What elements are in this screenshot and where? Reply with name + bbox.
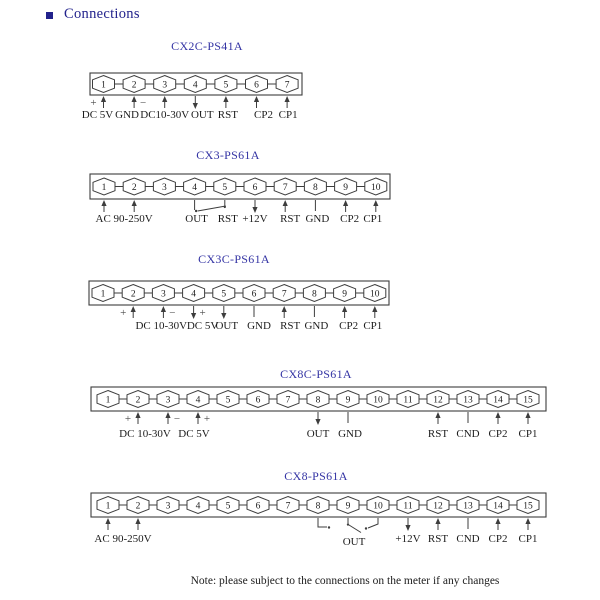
arrow-up-head-icon: [105, 518, 110, 524]
terminal-number: 10: [370, 289, 380, 300]
model-title-cx8c-ps61a: CX8C-PS61A: [280, 367, 352, 381]
terminal-number: 7: [285, 501, 291, 512]
section-diagram: [89, 281, 389, 332]
arrow-down-head-icon: [221, 313, 226, 319]
terminal-label: AC 90-250V: [94, 533, 152, 545]
arrow-up-head-icon: [132, 200, 137, 206]
terminal-number: 6: [255, 395, 261, 406]
terminal-number: 5: [223, 80, 229, 91]
terminal-number: 4: [195, 501, 201, 512]
terminal-label: RST: [427, 533, 449, 545]
terminal-number: 10: [371, 182, 381, 193]
terminal-number: 15: [523, 395, 533, 406]
terminal-label: CND: [456, 533, 480, 545]
relay-nc-contact: [328, 526, 330, 528]
relay-contact-symbol: [195, 210, 197, 212]
polarity-sign: −: [139, 97, 147, 109]
terminal-number: 14: [493, 501, 503, 512]
arrow-up-head-icon: [285, 96, 290, 102]
terminal-number: 13: [463, 395, 473, 406]
terminal-number: 15: [523, 501, 533, 512]
terminal-number: 1: [105, 395, 111, 406]
relay-no-contact: [368, 518, 378, 528]
terminal-label: +12V: [242, 213, 268, 225]
terminal-label: CP1: [363, 213, 383, 225]
relay-no-contact: [365, 527, 367, 529]
terminal-number: 6: [255, 501, 261, 512]
terminal-number: 6: [254, 80, 259, 91]
terminal-number: 7: [285, 395, 291, 406]
terminal-number: 3: [165, 395, 171, 406]
terminal-number: 14: [493, 395, 503, 406]
terminal-number: 4: [191, 289, 196, 300]
arrow-up-head-icon: [525, 412, 530, 418]
arrow-up-head-icon: [162, 96, 167, 102]
arrow-up-head-icon: [435, 412, 440, 418]
polarity-sign: +: [199, 307, 206, 319]
section-diagram: [91, 493, 546, 548]
terminal-label: CP1: [518, 533, 538, 545]
terminal-number: 10: [373, 501, 383, 512]
terminal-number: 4: [195, 395, 201, 406]
terminal-label: CP1: [278, 109, 298, 121]
model-title-cx2c-ps41a: CX2C-PS41A: [171, 39, 243, 53]
terminal-label: CP2: [254, 109, 273, 121]
arrow-down-head-icon: [405, 525, 410, 531]
polarity-sign: +: [203, 413, 211, 425]
terminal-number: 5: [221, 289, 227, 300]
terminal-number: 12: [433, 501, 443, 512]
terminal-label: OUT: [342, 536, 366, 548]
terminal-label: GND: [247, 320, 271, 332]
terminal-label: GND: [338, 428, 362, 440]
arrow-up-head-icon: [101, 96, 106, 102]
terminal-number: 2: [130, 289, 136, 300]
arrow-up-head-icon: [372, 306, 377, 312]
terminal-label: AC 90-250V: [95, 213, 153, 225]
terminal-number: 8: [313, 182, 318, 193]
terminal-number: 7: [284, 80, 290, 91]
arrow-down-head-icon: [315, 419, 320, 425]
terminal-number: 9: [345, 501, 351, 512]
terminal-label: CP1: [363, 320, 383, 332]
terminal-number: 9: [343, 182, 348, 193]
terminal-number: 5: [225, 395, 231, 406]
arrow-down-head-icon: [191, 313, 196, 319]
relay-nc-contact: [318, 518, 327, 527]
terminal-label: GND: [115, 109, 140, 121]
terminal-number: 9: [345, 395, 351, 406]
section-diagram: [82, 73, 302, 121]
arrow-up-head-icon: [373, 200, 378, 206]
terminal-label: CND: [456, 428, 480, 440]
polarity-sign: −: [173, 413, 181, 425]
terminal-label: OUT: [190, 109, 214, 121]
terminal-number: 4: [192, 80, 198, 91]
polarity-sign: +: [120, 307, 127, 319]
arrow-up-head-icon: [135, 518, 140, 524]
terminal-label: OUT: [306, 428, 330, 440]
section-diagram: [90, 174, 390, 225]
terminal-number: 1: [101, 80, 106, 91]
polarity-sign: −: [169, 307, 176, 319]
arrow-up-head-icon: [435, 518, 440, 524]
arrow-up-head-icon: [495, 518, 500, 524]
polarity-sign: +: [124, 413, 132, 425]
terminal-number: 4: [192, 182, 197, 193]
terminal-number: 1: [105, 501, 111, 512]
footer-note: Note: please subject to the connections on the meter if any changes: [190, 575, 500, 587]
arrow-up-head-icon: [223, 96, 228, 102]
polarity-sign: +: [90, 97, 97, 109]
terminal-label: CP1: [518, 428, 538, 440]
terminal-label: CP2: [340, 213, 360, 225]
arrow-up-head-icon: [495, 412, 500, 418]
section-diagram: [91, 387, 546, 440]
terminal-number: 6: [252, 182, 258, 193]
arrow-up-head-icon: [131, 306, 136, 312]
relay-contact-symbol: [224, 206, 226, 208]
terminal-number: 2: [131, 80, 137, 91]
terminal-label: +12V: [395, 533, 421, 545]
terminal-label: RST: [280, 213, 301, 225]
terminal-label: RST: [217, 213, 238, 225]
terminal-label: CP2: [339, 320, 359, 332]
terminal-label: GND: [305, 213, 330, 225]
arrow-up-head-icon: [343, 200, 348, 206]
terminal-number: 10: [373, 395, 383, 406]
arrow-up-head-icon: [161, 306, 166, 312]
arrow-up-head-icon: [342, 306, 347, 312]
arrow-up-head-icon: [525, 518, 530, 524]
terminal-number: 3: [165, 501, 171, 512]
terminal-number: 5: [222, 182, 228, 193]
arrow-up-head-icon: [132, 96, 137, 102]
section-header-label: Connections: [64, 6, 140, 22]
relay-blade: [349, 525, 361, 533]
arrow-up-head-icon: [165, 412, 170, 418]
terminal-number: 3: [161, 289, 166, 300]
terminal-label: DC 5V: [178, 428, 210, 440]
arrow-up-head-icon: [282, 306, 287, 312]
terminal-number: 11: [403, 501, 413, 512]
terminal-number: 7: [282, 182, 288, 193]
terminal-label: DC 10-30V: [135, 320, 188, 332]
terminal-number: 3: [162, 80, 168, 91]
terminal-label: OUT: [185, 213, 208, 225]
terminal-number: 5: [225, 501, 231, 512]
terminal-label: DC10-30V: [140, 109, 190, 121]
terminal-label: DC 5V: [186, 320, 219, 332]
terminal-number: 2: [135, 395, 141, 406]
terminal-label: DC 5V: [81, 109, 114, 121]
terminal-number: 2: [131, 182, 137, 193]
model-title-cx3-ps61a: CX3-PS61A: [196, 148, 260, 162]
arrow-up-head-icon: [195, 412, 200, 418]
arrow-up-head-icon: [135, 412, 140, 418]
relay-blade: [198, 206, 226, 211]
terminal-label: DC 10-30V: [119, 428, 171, 440]
terminal-label: RST: [280, 320, 301, 332]
terminal-label: RST: [217, 109, 238, 121]
terminal-number: 8: [312, 289, 317, 300]
arrow-up-head-icon: [254, 96, 259, 102]
terminal-number: 8: [315, 501, 321, 512]
terminal-number: 8: [315, 395, 321, 406]
arrow-up-head-icon: [101, 200, 106, 206]
terminal-number: 2: [135, 501, 141, 512]
terminal-label: CP2: [488, 533, 508, 545]
terminal-label: OUT: [215, 320, 239, 332]
terminal-number: 3: [162, 182, 167, 193]
terminal-number: 1: [100, 289, 106, 300]
model-title-cx8-ps61a: CX8-PS61A: [284, 469, 348, 483]
terminal-number: 13: [463, 501, 473, 512]
terminal-number: 1: [101, 182, 107, 193]
terminal-label: GND: [304, 320, 329, 332]
terminal-number: 12: [433, 395, 443, 406]
model-title-cx3c-ps61a: CX3C-PS61A: [198, 252, 270, 266]
arrow-up-head-icon: [283, 200, 288, 206]
terminal-number: 9: [342, 289, 347, 300]
terminal-number: 11: [403, 395, 413, 406]
terminal-label: CP2: [488, 428, 508, 440]
terminal-label: RST: [427, 428, 449, 440]
terminal-number: 6: [251, 289, 257, 300]
terminal-number: 7: [281, 289, 287, 300]
